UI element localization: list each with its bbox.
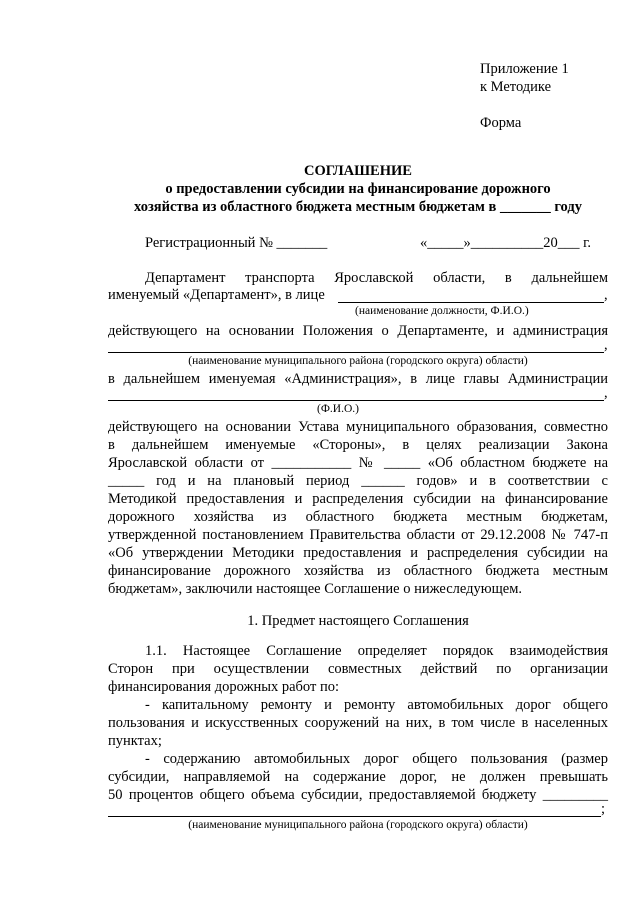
intro-line-10: _____ год и на плановый период ______ годов» и в соответствии с [108,473,608,489]
intro-line-4-comma: , [604,337,608,353]
item-maintenance-line-3: 50 процентов общего объема субсидии, предоставляемой бюджету _________ [108,787,608,803]
position-name-hint: (наименование должности, Ф.И.О.) [355,305,529,317]
intro-line-3: действующего на основании Положения о Департаменте, и администрация [108,323,608,339]
budget-recipient-field [108,816,601,817]
item-repair-line-1: - капитальному ремонту и ремонту автомобильных дорог общего [145,697,608,713]
document-subtitle-line-1: о предоставлении субсидии на финансирование дорожного [165,181,551,197]
document-subtitle-line-2: хозяйства из областного бюджета местным бюджетам в _______ году [134,199,582,215]
budget-recipient-hint: (наименование муниципального района (городского округа) области) [188,819,528,831]
clause-1-1-line-1: 1.1. Настоящее Соглашение определяет порядок взаимодействия [145,643,608,659]
registration-number: Регистрационный № _______ [145,235,328,251]
municipality-name-field [108,352,604,353]
clause-1-1-line-2: Сторон при осуществлении совместных действий по организации [108,661,608,677]
item-maintenance-line-1: - содержанию автомобильных дорог общего пользования (размер [145,751,608,767]
intro-line-11: Методикой предоставления и распределения субсидии на финансирование [108,491,608,507]
appendix-label: Приложение 1 [480,61,569,77]
method-label: к Методике [480,79,552,95]
intro-line-6-comma: , [604,385,608,401]
clause-1-1-line-3: финансирования дорожных работ по: [108,679,339,695]
item-repair-line-2: пользования и искусственных сооружений на них, в том числе в населенных [108,715,608,731]
item-maintenance-line-2: субсидии, направляемой на содержание дорог, не должен превышать [108,769,608,785]
intro-line-9: Ярославской области от ___________ № _____ «Об областном бюджете на [108,455,608,471]
head-name-field [108,400,604,401]
head-name-hint: (Ф.И.О.) [317,403,359,415]
intro-line-7: действующего на основании Устава муниципального образования, совместно [108,419,608,435]
intro-line-12: дорожного хозяйства из областного бюджета местным бюджетам, [108,509,608,525]
document-title: СОГЛАШЕНИЕ [304,163,412,179]
intro-line-14: «Об утверждении Методики предоставления и распределения субсидии на [108,545,608,561]
intro-line-2-comma: , [604,287,608,303]
registration-date: «_____»__________20___ г. [420,235,592,251]
intro-line-2: именуемый «Департамент», в лице [108,287,325,303]
intro-line-15: финансирование дорожного хозяйства из областного бюджета местным [108,563,608,579]
intro-line-16: бюджетам», заключили настоящее Соглашение о нижеследующем. [108,581,523,597]
item-repair-line-3: пунктах; [108,733,162,749]
section-1-heading: 1. Предмет настоящего Соглашения [247,613,469,629]
intro-line-1: Департамент транспорта Ярославской области, в дальнейшем [145,270,608,286]
form-label: Форма [480,115,522,131]
position-name-field [338,302,604,303]
intro-line-8: в дальнейшем именуемые «Стороны», в целях реализации Закона [108,437,608,453]
municipality-name-hint: (наименование муниципального района (городского округа) области) [188,355,528,367]
intro-line-5: в дальнейшем именуемая «Администрация», в лице главы Администрации [108,371,608,387]
item-maintenance-line-4-semicolon: ; [601,801,606,817]
intro-line-13: утвержденной постановлением Правительства области от 29.12.2008 № 747-п [108,527,608,543]
